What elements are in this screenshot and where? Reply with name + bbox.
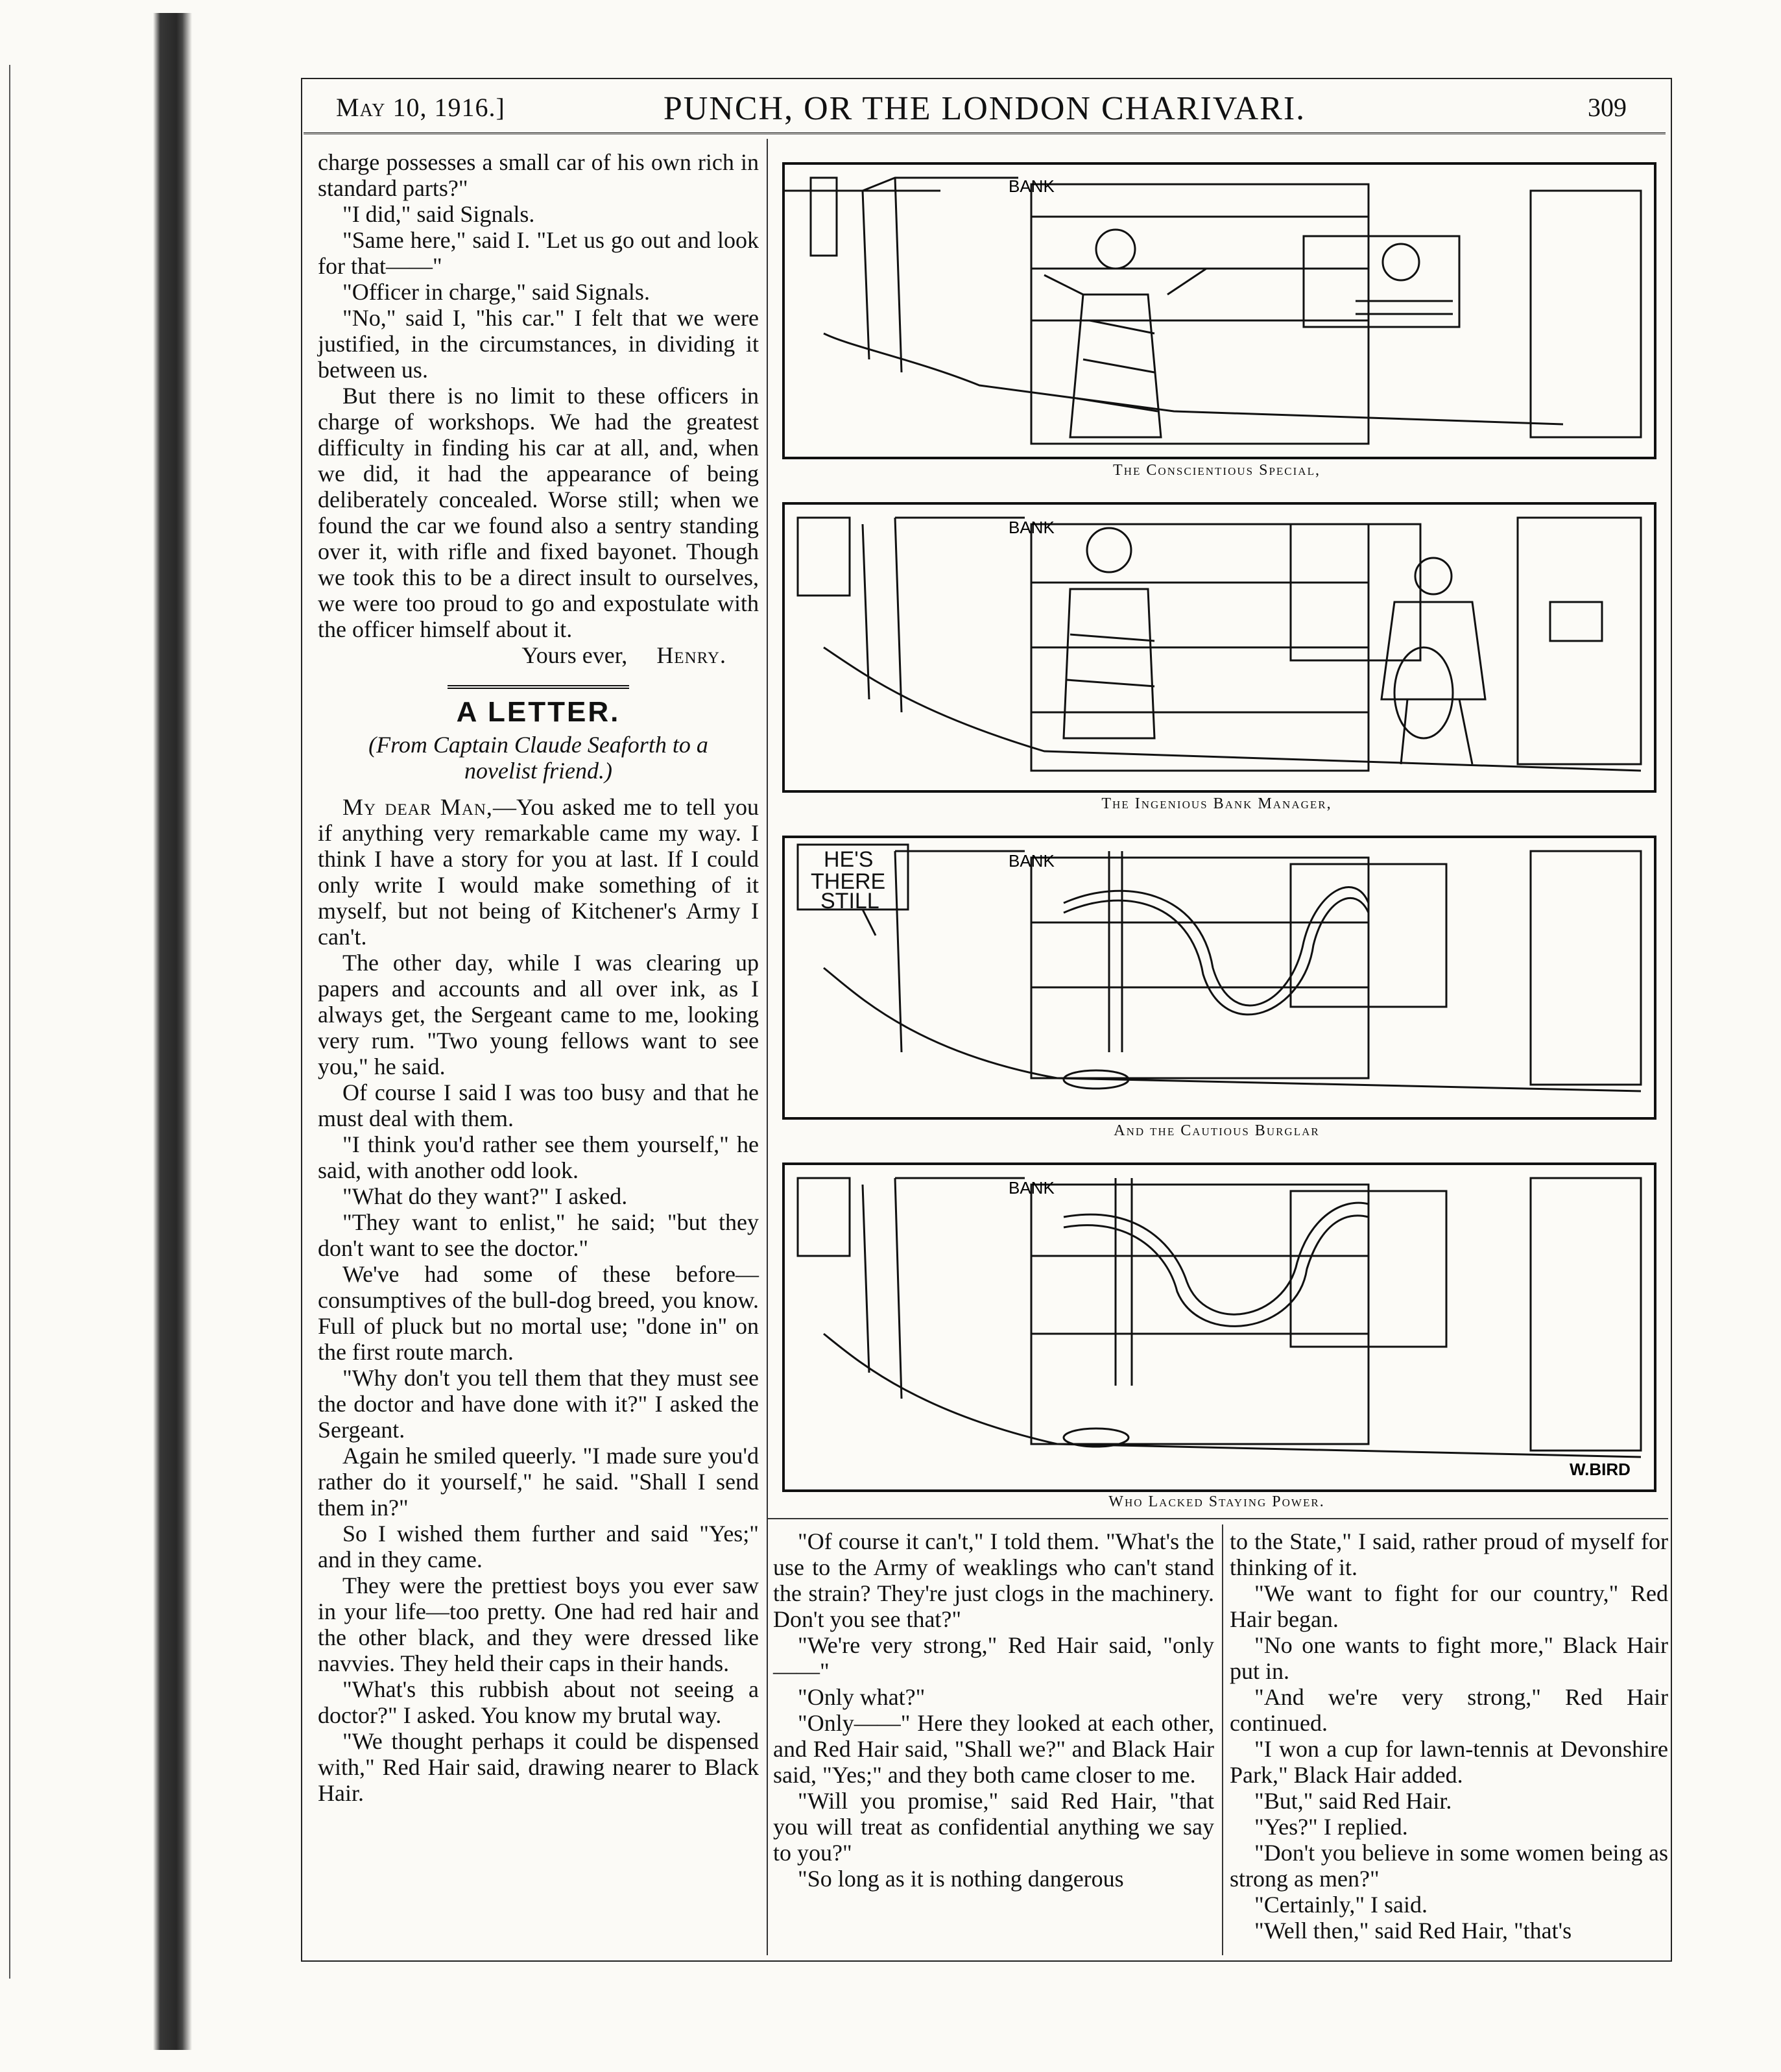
column-middle <box>773 1528 1214 1892</box>
paragraph: "No one wants to fight more," Black Hair put in. <box>1230 1632 1668 1684</box>
paragraph: "And we're very strong," Red Hair continued. <box>1230 1684 1668 1736</box>
bank-sign: BANK <box>1009 851 1055 871</box>
paragraph: "Only what?" <box>798 1684 926 1710</box>
section-divider <box>448 685 629 689</box>
paragraph: "Don't you believe in some women being as strong as men?" <box>1230 1840 1668 1892</box>
cartoon-bottom-rule <box>767 1518 1668 1519</box>
paragraph: "What's this rubbish about not seeing a doctor?" I asked. You know my brutal way. <box>318 1676 759 1728</box>
signature-name: Henry. <box>656 642 726 668</box>
speech-line-2: THERE <box>811 869 886 894</box>
paragraph: So I wished them further and said "Yes;" and in they came. <box>318 1521 759 1572</box>
caption-3: And the Cautious Burglar <box>1114 1122 1320 1139</box>
paragraph: "I did," said Signals. <box>342 201 535 227</box>
paragraph: Of course I said I was too busy and that he must deal with them. <box>318 1079 759 1131</box>
paragraph <box>318 794 759 950</box>
signature-line <box>318 642 759 668</box>
paragraph: "We thought perhaps it could be dispensed with," Red Hair said, drawing nearer to Black Hair. <box>318 1728 759 1806</box>
column-right <box>1230 1528 1668 1944</box>
paragraph: "So long as it is nothing dangerous <box>798 1866 1124 1892</box>
article-title: A LETTER. <box>456 696 621 728</box>
column-rule-1 <box>767 139 768 1955</box>
paragraph: charge possesses a small car of his own rich in standard parts?" <box>318 149 759 201</box>
cartoon-panel-4 <box>782 1162 1656 1492</box>
caption-4: Who Lacked Staying Power. <box>1108 1493 1325 1510</box>
bank-sign: BANK <box>1009 518 1055 537</box>
cartoon-panel-2 <box>782 502 1656 793</box>
column-rule-2 <box>1222 1524 1223 1955</box>
binding-shadow <box>153 13 192 2050</box>
caption-1: The Conscientious Special, <box>1113 462 1321 479</box>
bank-sign: BANK <box>1009 176 1055 196</box>
page-edge-left <box>0 65 10 1979</box>
paragraph: "I think you'd rather see them yourself," he said, with another odd look. <box>318 1131 759 1183</box>
paragraph: "We want to fight for our country," Red Hair began. <box>1230 1580 1668 1632</box>
speech-line-3: STILL <box>820 889 879 913</box>
paragraph: The other day, while I was clearing up papers and accounts and all over ink, as I always get, the Sergeant came to me, looking very rum. "Two young fellows want to see you," he said. <box>318 950 759 1079</box>
paragraph: "Well then," said Red Hair, "that's <box>1254 1918 1572 1944</box>
cartoon-drawing <box>785 505 1654 790</box>
bank-sign: BANK <box>1009 1178 1055 1198</box>
paragraph: "Yes?" I replied. <box>1254 1814 1408 1840</box>
paragraph-text: —You asked me to tell you if anything very remarkable came my way. I think I have a story for you at last. If I could only write I would make something of it myself, but not being of Kitchener's Army I can't. <box>318 794 759 950</box>
paragraph: "Certainly," I said. <box>1254 1892 1428 1918</box>
paragraph: "Only——" Here they looked at each other, and Red Hair said, "Shall we?" and Black Hair said, "Yes;" and they both came closer to me. <box>773 1710 1214 1788</box>
running-header <box>304 84 1666 134</box>
artist-signature: W.BIRD <box>1570 1460 1631 1479</box>
caption-2: The Ingenious Bank Manager, <box>1101 795 1332 812</box>
cartoon-panel-1 <box>782 162 1656 459</box>
paragraph: They were the prettiest boys you ever saw in your life—too pretty. One had red hair and the other black, and they were dressed like navvies. They held their caps in their hands. <box>318 1572 759 1676</box>
cartoon-drawing <box>785 838 1654 1117</box>
paragraph: "I won a cup for lawn-tennis at Devonshire Park," Black Hair added. <box>1230 1736 1668 1788</box>
paragraph: "What do they want?" I asked. <box>342 1183 628 1209</box>
paragraph: "We're very strong," Red Hair said, "only——" <box>773 1632 1214 1684</box>
cartoon-drawing <box>785 1165 1654 1489</box>
paragraph: We've had some of these before—consumptives of the bull-dog breed, you know. Full of pluck but no mortal use; "done in" on the first route march. <box>318 1261 759 1365</box>
header-title: PUNCH, OR THE LONDON CHARIVARI. <box>663 90 1306 127</box>
paragraph: "No," said I, "his car." I felt that we were justified, in the circumstances, in dividing it between us. <box>318 305 759 383</box>
salutation: My dear Man, <box>342 794 493 820</box>
paragraph: "They want to enlist," he said; "but they don't want to see the doctor." <box>318 1209 759 1261</box>
paragraph: "Same here," said I. "Let us go out and look for that——" <box>318 227 759 279</box>
cartoon-drawing <box>785 165 1654 457</box>
header-date: May 10, 1916.] <box>336 93 505 122</box>
paragraph: Again he smiled queerly. "I made sure you'd rather do it yourself," he said. "Shall I send them in?" <box>318 1443 759 1521</box>
cartoon-panel-3 <box>782 836 1656 1120</box>
page-number: 309 <box>1588 93 1627 122</box>
paragraph: "But," said Red Hair. <box>1254 1788 1452 1814</box>
sign-off: Yours ever, <box>521 642 628 668</box>
paragraph: "Why don't you tell them that they must see the doctor and have done with it?" I asked the Sergeant. <box>318 1365 759 1443</box>
column-left <box>318 149 759 1806</box>
paragraph: "Will you promise," said Red Hair, "that you will treat as confidential anything we say to you?" <box>773 1788 1214 1866</box>
paragraph: "Of course it can't," I told them. "What's the use to the Army of weaklings who can't stand the strain? They're just clogs in the machinery. Don't you see that?" <box>773 1528 1214 1632</box>
speech-line-1: HE'S <box>824 847 874 872</box>
paragraph: "Officer in charge," said Signals. <box>342 279 650 305</box>
paragraph: to the State," I said, rather proud of myself for thinking of it. <box>1230 1528 1668 1580</box>
article-subtitle: (From Captain Claude Seaforth to a novelist friend.) <box>368 732 708 784</box>
paragraph: But there is no limit to these officers in charge of workshops. We had the greatest difficulty in finding his car at all, and, when we did, it had the appearance of being deliberately concealed. Worse still; when we found the car we found also a sentry standing over it, with rifle and fixed bayonet. Though we took this to be a direct insult to ourselves, we were too proud to go and expostulate with the officer himself about it. <box>318 383 759 642</box>
